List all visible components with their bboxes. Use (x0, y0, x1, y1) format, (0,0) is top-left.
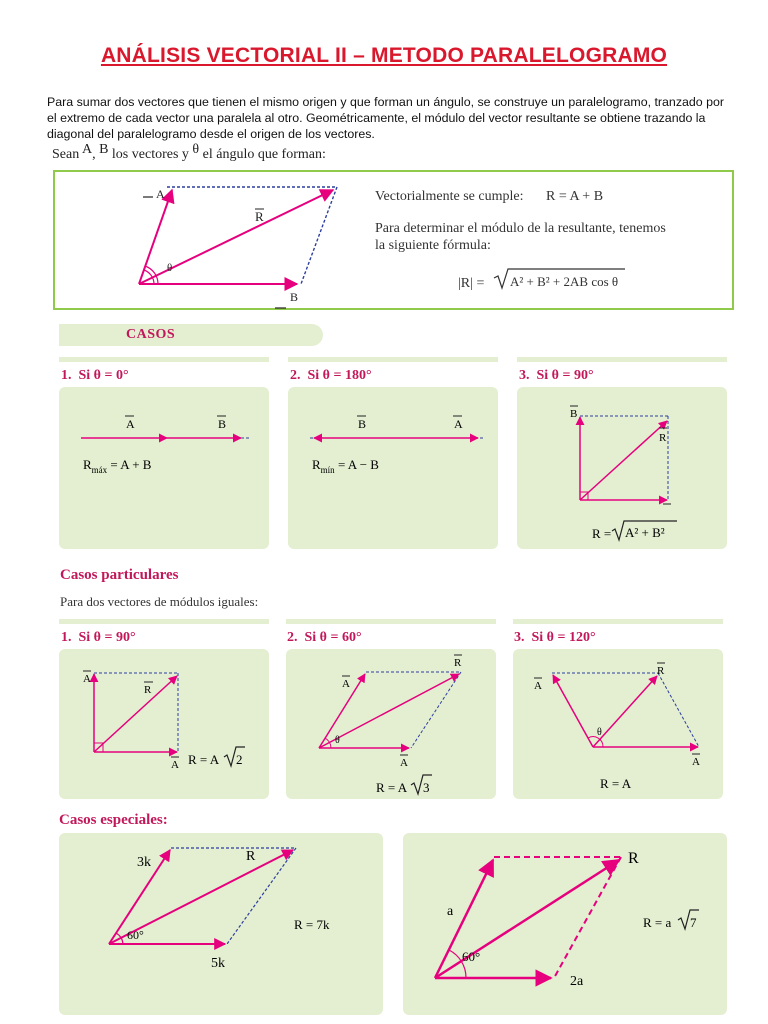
part1-rule (59, 619, 269, 624)
part2-label-a-bottom: A (400, 757, 408, 769)
caso1-num: 1. (61, 368, 72, 383)
casos-label: CASOS (126, 327, 176, 342)
caso1-head (61, 368, 129, 384)
page-title: ANÁLISIS VECTORIAL II – METODO PARALELOGRAMO (100, 44, 668, 67)
part3-label-a-bottom: A (692, 756, 700, 768)
especial-right-label-a: a (447, 904, 454, 919)
especial-left-label-5k: 5k (211, 956, 225, 971)
caso3-result-rad: A² + B² (625, 525, 665, 540)
caso2-label-b: B (358, 417, 367, 431)
caso2-num: 2. (290, 368, 301, 383)
label-b: B (290, 290, 299, 304)
label-a: A (156, 187, 165, 201)
especial-left-angle: 60° (127, 928, 144, 942)
sean-prefix: Sean (52, 147, 80, 162)
part1-diagram (59, 649, 269, 799)
part1-head (61, 630, 136, 646)
caso2-label-a: A (454, 417, 463, 431)
particulares-title: Casos particulares (60, 567, 179, 583)
caso1-diagram (59, 387, 269, 549)
caso3-vector-r (580, 421, 667, 500)
part2-label-r: R (454, 657, 462, 669)
sean-a: A (81, 142, 93, 157)
part2-theta: θ (335, 735, 340, 746)
especial-left-label-3k: 3k (137, 855, 151, 870)
sean-b: B (99, 142, 109, 157)
caso1-result: $R_{máx} = A + B$ (83, 457, 152, 475)
especial-left-diagram (59, 833, 383, 1015)
caso3-num: 3. (519, 368, 530, 383)
part2-head (287, 630, 362, 646)
part3-label-a-top: A (534, 680, 542, 692)
part3-rule (513, 619, 723, 624)
part2-num: 2. (287, 630, 298, 645)
intro-sentence (52, 142, 326, 163)
sean-suffix: el ángulo que forman: (202, 147, 326, 162)
part3-cond: Si θ = 120° (531, 630, 596, 645)
part2-result-lhs: R = A (376, 780, 408, 795)
part1-cond: Si θ = 90° (78, 630, 136, 645)
part1-label-r: R (144, 684, 152, 696)
part3-head (514, 630, 596, 646)
line3-text: la siguiente fórmula: (375, 238, 491, 253)
part2-cond: Si θ = 60° (304, 630, 362, 645)
especial-right-result-rad: 7 (690, 915, 697, 930)
part1-vector-r (94, 676, 177, 752)
caso2-result: $R_{mín} = A - B$ (312, 457, 379, 475)
dashed-parallel-a (301, 187, 337, 284)
caso1-rule (59, 357, 269, 362)
caso3-diagram (517, 387, 727, 549)
especial-right-label-2a: 2a (570, 974, 584, 989)
caso3-result-lhs: R = (592, 526, 612, 541)
part3-vector-r (593, 676, 657, 747)
casos-bar (59, 324, 323, 346)
particulares-subtitle: Para dos vectores de módulos iguales: (60, 594, 259, 609)
part2-diagram (286, 649, 496, 799)
caso3-label-b: B (570, 408, 578, 420)
part3-theta: θ (597, 727, 602, 738)
formula-radicand: A² + B² + 2AB cos θ (510, 274, 619, 289)
formula-lhs: |R| = (458, 276, 485, 291)
especial-left-result: R = 7k (294, 917, 330, 932)
especial-right-result-lhs: R = a (643, 915, 672, 930)
part3-result: R = A (600, 776, 632, 791)
caso2-rule (288, 357, 498, 362)
caso3-head (519, 368, 594, 384)
sean-theta: θ (192, 142, 200, 157)
part2-rule (286, 619, 496, 624)
part2-label-a-top: A (342, 678, 350, 690)
caso3-rule (517, 357, 727, 362)
part1-num: 1. (61, 630, 72, 645)
especial-right-angle: 60° (462, 949, 481, 964)
intro-paragraph: Para sumar dos vectores que tienen el mismo origen y que forman un ángulo, se construye un paralelogramo, tranzado por el extremo de cada vector una paralela al otro. Geométricamente, el módulo del vector resultante se obtiene trazando la diagonal del paralelogramo desde el origen de los vectores. (47, 95, 725, 141)
part2-vector-r (319, 674, 459, 748)
line1-formula: R = A + B (546, 189, 604, 204)
caso1-label-b: B (218, 417, 227, 431)
sean-comma: , (92, 147, 96, 162)
caso3-cond: Si θ = 90° (536, 368, 594, 383)
especial-right-diagram (403, 833, 727, 1015)
part1-result-lhs: R = A (188, 752, 220, 767)
sean-mid: los vectores y (111, 147, 189, 162)
caso2-diagram (288, 387, 498, 549)
label-theta: θ (167, 262, 173, 274)
line2-text: Para determinar el módulo de la resultante, tenemos (375, 221, 666, 236)
part3-num: 3. (514, 630, 525, 645)
caso1-label-a: A (126, 417, 135, 431)
especial-left-label-r: R (246, 849, 256, 864)
caso2-head (290, 368, 372, 384)
especial-right-label-r: R (628, 850, 639, 867)
part1-label-a-bottom: A (171, 759, 179, 771)
part3-vector-a-slanted (553, 675, 593, 747)
main-parallelogram-diagram (53, 170, 734, 310)
part1-label-a-top: A (83, 673, 91, 685)
part2-result-rad: 3 (423, 780, 430, 795)
caso2-cond: Si θ = 180° (307, 368, 372, 383)
part1-result-rad: 2 (236, 752, 243, 767)
label-r: R (255, 209, 264, 224)
part3-label-r: R (657, 665, 665, 677)
especiales-title: Casos especiales: (59, 812, 168, 828)
part3-diagram (513, 649, 723, 799)
line1-prefix: Vectorialmente se cumple: (375, 189, 524, 204)
caso1-cond: Si θ = 0° (78, 368, 129, 383)
caso3-label-r: R (659, 432, 667, 444)
